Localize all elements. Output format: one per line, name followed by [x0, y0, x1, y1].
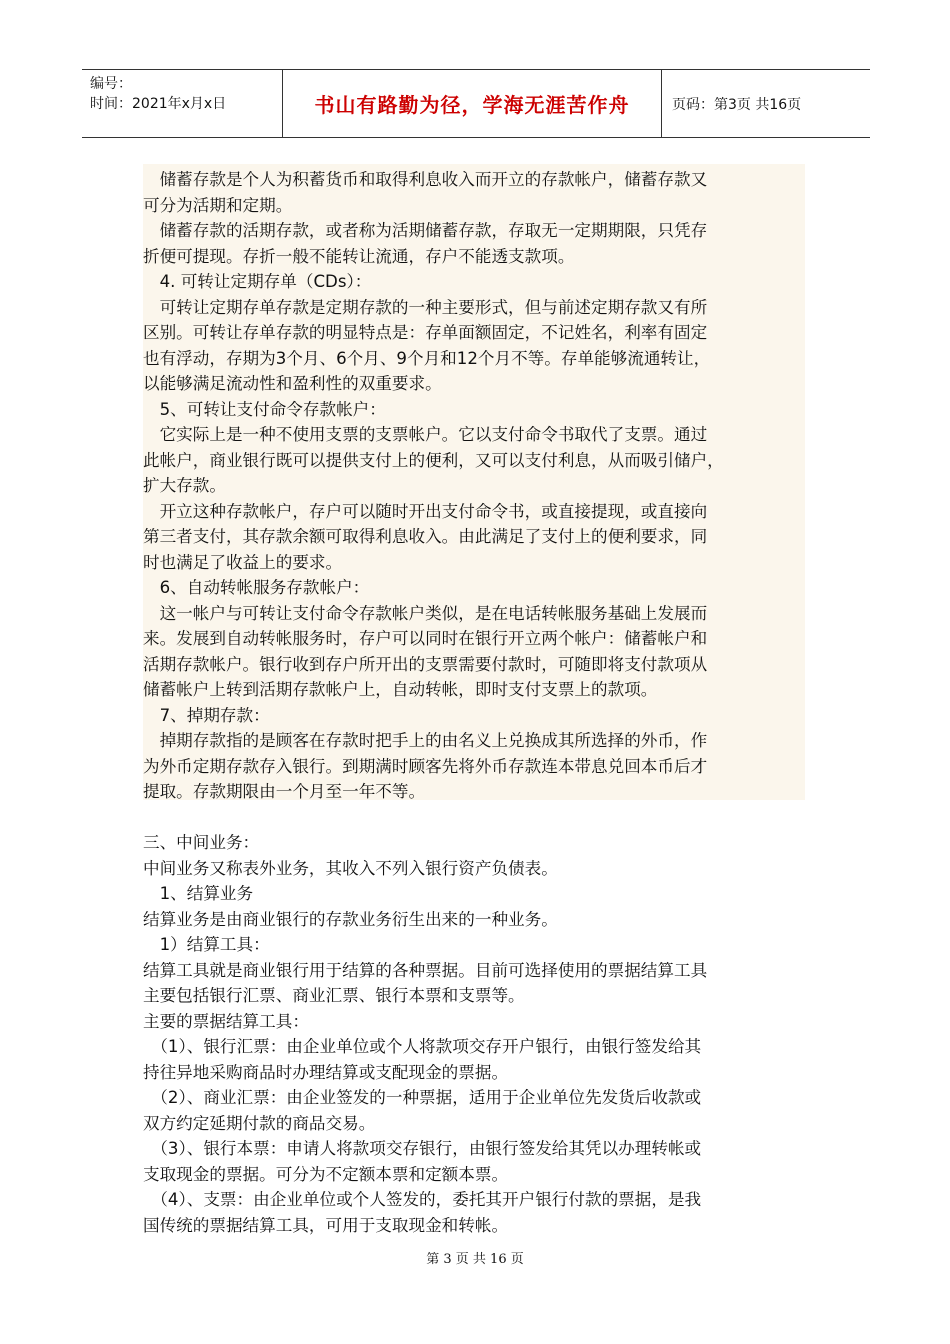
page-header — [82, 69, 870, 138]
text-line: 活期存款帐户。银行收到存户所开出的支票需要付款时，可随即将支付款项从 — [143, 655, 708, 674]
text-line: 国传统的票据结算工具，可用于支取现金和转帐。 — [143, 1216, 509, 1235]
section-heading: 三、中间业务： — [143, 833, 260, 852]
text-line: 第三者支付，其存款余额可取得利息收入。由此满足了支付上的便利要求，同 — [143, 527, 708, 546]
text-line: 也有浮动，存期为3个月、6个月、9个月和12个月不等。存单能够流通转让， — [143, 349, 711, 368]
header-motto: 书山有路勤为径，学海无涯苦作舟 — [282, 70, 662, 137]
text-line: 开立这种存款帐户，存户可以随时开出支付命令书，或直接提现，或直接向 — [143, 502, 708, 521]
text-line: 为外币定期存款存入银行。到期满时顾客先将外币存款连本带息兑回本币后才 — [143, 757, 708, 776]
text-line: 主要的票据结算工具： — [143, 1012, 309, 1031]
text-line: 结算工具就是商业银行用于结算的各种票据。目前可选择使用的票据结算工具 — [143, 961, 708, 980]
text-line: 掉期存款指的是顾客在存款时把手上的由名义上兑换成其所选择的外币，作 — [143, 731, 708, 750]
text-line: 折便可提现。存折一般不能转让流通，存户不能透支款项。 — [143, 247, 575, 266]
text-line: 持往异地采购商品时办理结算或支配现金的票据。 — [143, 1063, 509, 1082]
text-line: 结算业务是由商业银行的存款业务衍生出来的一种业务。 — [143, 910, 558, 929]
text-line: 扩大存款。 — [143, 476, 226, 495]
doc-id-label: 编号： — [90, 76, 132, 92]
text-line: 这一帐户与可转让支付命令存款帐户类似，是在电话转帐服务基础上发展而 — [143, 604, 708, 623]
text-line: 以能够满足流动性和盈利性的双重要求。 — [143, 374, 442, 393]
text-line: 主要包括银行汇票、商业汇票、银行本票和支票等。 — [143, 986, 525, 1005]
header-page-info: 页码：第3页 共16页 — [672, 96, 802, 113]
text-line: 支取现金的票据。可分为不定额本票和定额本票。 — [143, 1165, 509, 1184]
section-heading: 5、可转让支付命令存款帐户： — [143, 400, 386, 419]
text-line: （4）、支票：由企业单位或个人签发的，委托其开户银行付款的票据，是我 — [143, 1190, 702, 1209]
section-heading: 6、自动转帐服务存款帐户： — [143, 578, 370, 597]
section-heading: 4. 可转让定期存单（CDs）： — [143, 272, 372, 291]
text-line: 时也满足了收益上的要求。 — [143, 553, 343, 572]
text-line: 储蓄存款是个人为积蓄货币和取得利息收入而开立的存款帐户，储蓄存款又 — [143, 170, 708, 189]
page-footer: 第 3 页 共 16 页 — [426, 1252, 524, 1267]
text-line: 区别。可转让存单存款的明显特点是：存单面额固定，不记姓名，利率有固定 — [143, 323, 708, 342]
text-line: （3）、银行本票：申请人将款项交存银行，由银行签发给其凭以办理转帐或 — [143, 1139, 702, 1158]
text-line: 可分为活期和定期。 — [143, 196, 293, 215]
text-line: 来。发展到自动转帐服务时，存户可以同时在银行开立两个帐户：储蓄帐户和 — [143, 629, 708, 648]
text-line: 可转让定期存单存款是定期存款的一种主要形式，但与前述定期存款又有所 — [143, 298, 708, 317]
section-heading: 1、结算业务 — [143, 884, 254, 903]
text-line: 它实际上是一种不使用支票的支票帐户。它以支付命令书取代了支票。通过 — [143, 425, 708, 444]
section-heading: 1）结算工具： — [143, 935, 270, 954]
section-heading: 7、掉期存款： — [143, 706, 270, 725]
doc-time-label: 时间：2021年x月x日 — [90, 96, 227, 112]
text-line: 提取。存款期限由一个月至一年不等。 — [143, 782, 426, 801]
text-line: 双方约定延期付款的商品交易。 — [143, 1114, 376, 1133]
text-line: 中间业务又称表外业务，其收入不列入银行资产负债表。 — [143, 859, 558, 878]
text-line: （1）、银行汇票：由企业单位或个人将款项交存开户银行，由银行签发给其 — [143, 1037, 702, 1056]
text-line: （2）、商业汇票：由企业签发的一种票据，适用于企业单位先发货后收款或 — [143, 1088, 702, 1107]
header-meta — [82, 70, 282, 141]
text-line: 储蓄存款的活期存款，或者称为活期储蓄存款，存取无一定期期限，只凭存 — [143, 221, 708, 240]
text-line: 此帐户，商业银行既可以提供支付上的便利，又可以支付利息，从而吸引储户， — [143, 451, 724, 470]
text-line: 储蓄帐户上转到活期存款帐户上，自动转帐，即时支付支票上的款项。 — [143, 680, 658, 699]
